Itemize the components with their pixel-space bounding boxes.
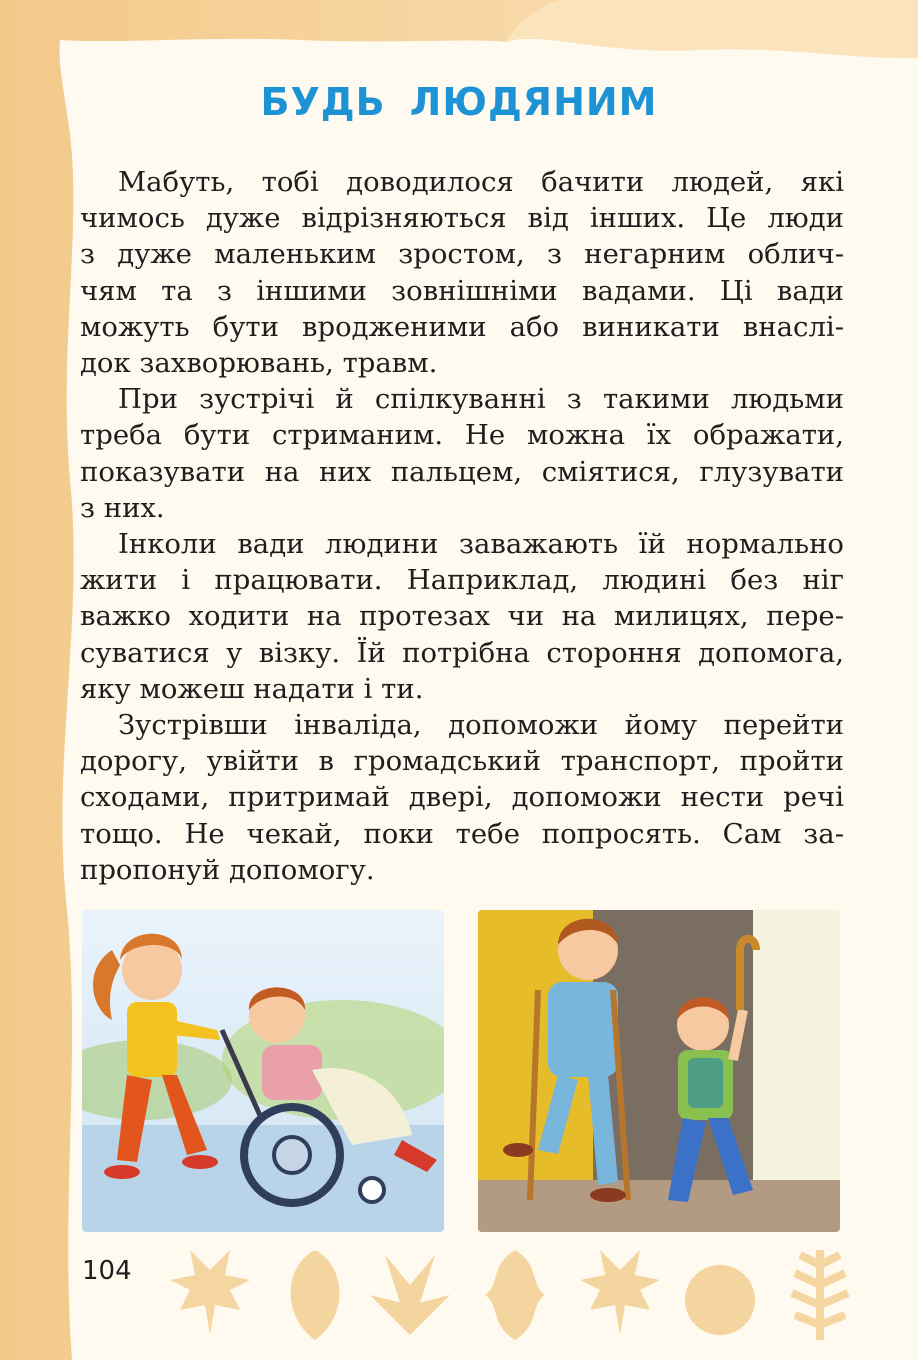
chestnut-leaf-icon <box>370 1255 450 1335</box>
text-line: док захворювань, травм. <box>80 347 438 380</box>
text-line: важко ходити на протезах чи на милицях, пере- <box>80 600 844 633</box>
text-line: Інколи вади людини заважають їй нормально <box>118 528 844 561</box>
text-line: Мабуть, тобі доводилося бачити людей, які <box>118 166 844 198</box>
text-line: Зустрівши інваліда, допоможи йому перейти <box>118 709 844 742</box>
linden-leaf-icon <box>685 1265 755 1335</box>
text-line: сходами, притримай двері, допоможи нести речі <box>80 781 844 814</box>
text-line: показувати на них пальцем, сміятися, глузувати <box>80 455 844 488</box>
page-number: 104 <box>82 1256 132 1286</box>
text-line: з них. <box>80 491 165 524</box>
text-line: чям та з іншими зовнішніми вадами. Ці вади <box>80 274 844 307</box>
text-line: пропонуй допомогу. <box>80 853 375 886</box>
text-line: суватися у візку. Їй потрібна стороння допомога, <box>80 636 844 669</box>
text-line: При зустрічі й спілкуванні з такими людьми <box>118 383 844 416</box>
main-text <box>80 164 844 888</box>
text-line: треба бути стриманим. Не можна їх ображати, <box>80 419 844 452</box>
text-line: дорогу, увійти в громадський транспорт, пройти <box>80 745 844 778</box>
oak-leaf-icon <box>485 1250 545 1340</box>
text-line: тощо. Не чекай, поки тебе попросять. Сам за- <box>80 817 844 850</box>
text-line: з дуже маленьким зростом, з негарним облич- <box>80 238 844 271</box>
leaves-decoration <box>170 1245 870 1345</box>
paragraph-2 <box>80 381 844 526</box>
maple-leaf-icon <box>170 1250 250 1335</box>
maple-leaf-icon <box>580 1250 660 1335</box>
crutches-illustration <box>478 910 840 1232</box>
text-line: яку можеш надати і ти. <box>80 672 424 705</box>
birch-leaf-icon <box>291 1250 340 1340</box>
text-line: жити і працювати. Наприклад, людині без ніг <box>80 564 844 597</box>
wheelchair-illustration <box>82 910 444 1232</box>
paragraph-1 <box>80 164 844 381</box>
text-line: чимось дуже відрізняються від інших. Це люди <box>80 202 844 235</box>
paragraph-4 <box>80 707 844 888</box>
rowan-leaf-icon <box>792 1250 848 1340</box>
text-line: можуть бути вродженими або виникати внаслі- <box>80 310 844 343</box>
paragraph-3 <box>80 526 844 707</box>
page-title: БУДЬ ЛЮДЯНИМ <box>260 80 658 124</box>
